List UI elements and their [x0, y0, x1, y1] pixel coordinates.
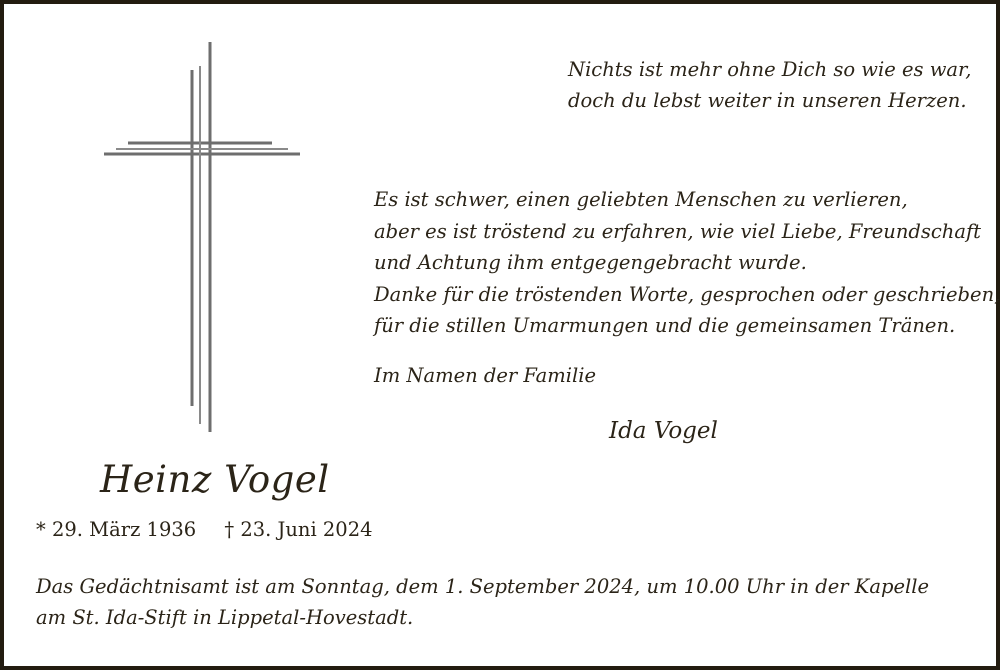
- signer-name: Ida Vogel: [609, 418, 718, 444]
- memorial-line: am St. Ida-Stift in Lippetal-Hovestadt.: [36, 606, 414, 629]
- quote-line: doch du lebst weiter in unseren Herzen.: [568, 89, 967, 112]
- message-line: für die stillen Umarmungen und die gemeinsamen Tränen.: [374, 314, 956, 337]
- message-line: Danke für die tröstenden Worte, gesprochen oder geschrieben,: [374, 282, 1000, 306]
- thank-you-message: [374, 184, 1000, 342]
- quote-line: Nichts ist mehr ohne Dich so wie es war,: [568, 58, 972, 81]
- message-line: Es ist schwer, einen geliebten Menschen zu verlieren,: [374, 188, 908, 211]
- birth-date: * 29. März 1936: [36, 518, 197, 541]
- life-dates: [36, 518, 373, 541]
- memorial-service-notice: [36, 571, 929, 633]
- quote-verse: [568, 54, 971, 116]
- christian-cross-icon: [100, 36, 304, 436]
- message-line: aber es ist tröstend zu erfahren, wie viel Liebe, Freundschaft: [374, 219, 982, 243]
- message-line: und Achtung ihm entgegengebracht wurde.: [374, 251, 807, 274]
- deceased-name: Heinz Vogel: [100, 458, 330, 501]
- family-label: Im Namen der Familie: [374, 364, 596, 387]
- memorial-line: Das Gedächtnisamt ist am Sonntag, dem 1. September 2024, um 10.00 Uhr in der Kapelle: [36, 575, 929, 598]
- death-date: † 23. Juni 2024: [224, 518, 373, 541]
